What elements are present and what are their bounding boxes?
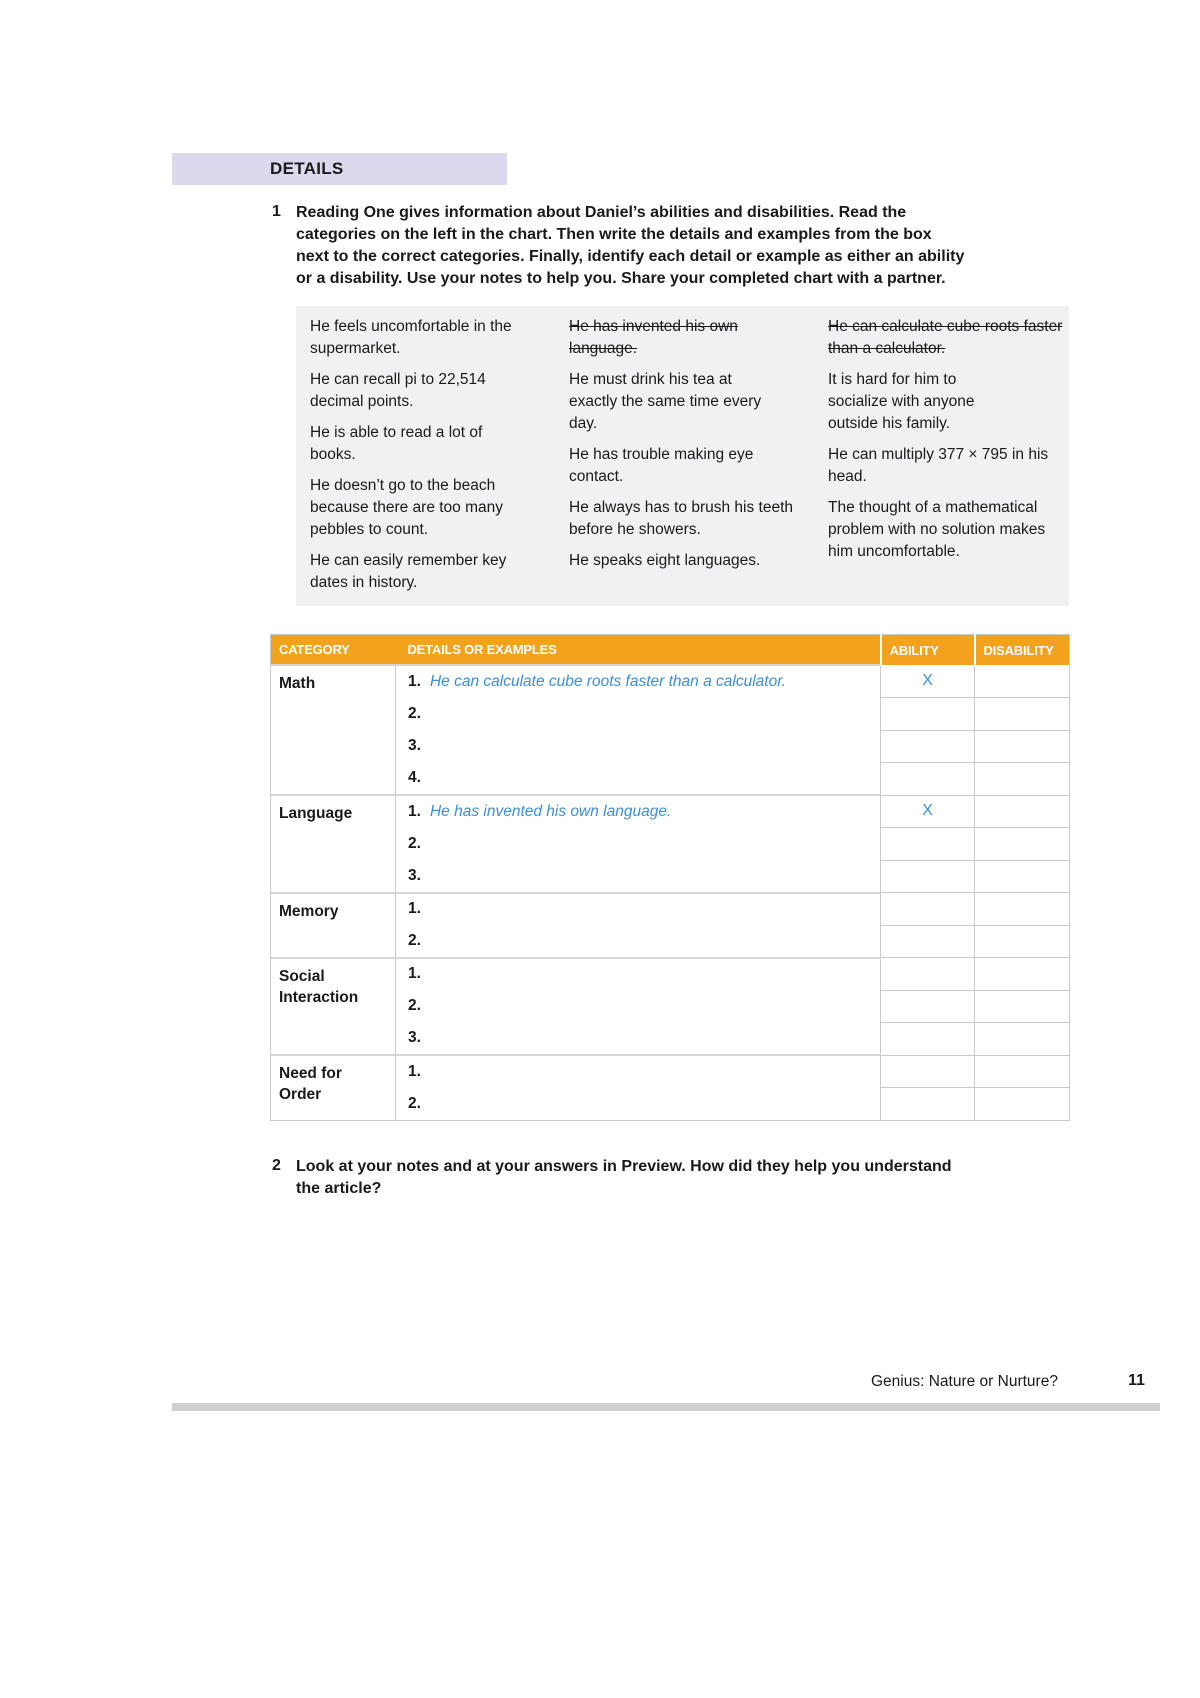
row-number: 3. [407, 737, 421, 755]
disability-cell[interactable] [975, 828, 1070, 861]
ability-cell[interactable] [881, 763, 975, 796]
category-social-interaction [271, 958, 396, 1056]
box-item: He doesn’t go to the beach because there are too many pebbles to count. [310, 477, 504, 538]
detail-cell[interactable] [395, 730, 880, 763]
disability-cell[interactable] [975, 795, 1070, 828]
question-1-line: or a disability. Use your notes to help you. Share your completed chart with a partner. [296, 270, 946, 287]
disability-cell[interactable] [975, 990, 1070, 1023]
row-number: 3. [407, 1029, 421, 1047]
box-item: He must drink his tea at exactly the same time every day. [569, 371, 762, 432]
category-language: Language [271, 795, 396, 893]
ability-cell[interactable] [881, 893, 975, 926]
row-number: 1. [407, 900, 421, 918]
row-number: 2. [407, 931, 421, 949]
detail-cell[interactable] [395, 990, 880, 1023]
section-title: DETAILS [270, 159, 344, 178]
category-chart [270, 634, 1070, 1121]
word-box-column-2 [569, 316, 809, 581]
header-details: DETAILS OR EXAMPLES [395, 635, 880, 666]
table-row [271, 958, 1070, 991]
detail-cell[interactable] [395, 665, 880, 698]
ability-cell[interactable] [881, 958, 975, 991]
box-item: He can multiply 377 × 795 in his head. [828, 446, 1049, 485]
box-item: He can recall pi to 22,514 decimal points. [310, 371, 486, 410]
question-2-number: 2 [272, 1157, 281, 1174]
category-need-for-order [271, 1055, 396, 1120]
row-number: 3. [407, 866, 421, 884]
disability-cell[interactable] [975, 763, 1070, 796]
detail-cell[interactable] [395, 1023, 880, 1056]
question-2-text [296, 1156, 952, 1200]
footer-rule [172, 1403, 1160, 1411]
page-number: 11 [1128, 1372, 1145, 1389]
detail-cell[interactable] [395, 795, 880, 828]
footer-chapter-title: Genius: Nature or Nurture? [871, 1373, 1058, 1390]
box-item-used: He has invented his own language. [569, 318, 738, 357]
box-item-used: He can calculate cube roots faster than a calculator. [828, 318, 1063, 357]
disability-cell[interactable] [975, 893, 1070, 926]
header-category: CATEGORY [271, 635, 396, 666]
ability-cell[interactable] [881, 1055, 975, 1088]
word-box-column-3 [828, 316, 1068, 572]
ability-cell[interactable] [881, 1088, 975, 1121]
table-row [271, 665, 1070, 698]
detail-cell[interactable] [395, 860, 880, 893]
question-1-line: next to the correct categories. Finally, identify each detail or example as either an ability [296, 248, 965, 265]
box-item: He always has to brush his teeth before he showers. [569, 499, 794, 538]
disability-cell[interactable] [975, 1055, 1070, 1088]
box-item: He is able to read a lot of books. [310, 424, 483, 463]
ability-cell[interactable] [881, 925, 975, 958]
detail-cell[interactable] [395, 893, 880, 926]
category-math: Math [271, 665, 396, 795]
header-ability: ABILITY [881, 635, 975, 666]
question-1-line: categories on the left in the chart. Then write the details and examples from the box [296, 226, 932, 243]
ability-mark: X [922, 802, 933, 820]
row-number: 2. [407, 704, 421, 722]
disability-cell[interactable] [975, 860, 1070, 893]
ability-cell[interactable] [881, 730, 975, 763]
disability-cell[interactable] [975, 665, 1070, 698]
box-item: He has trouble making eye contact. [569, 446, 754, 485]
disability-cell[interactable] [975, 925, 1070, 958]
ability-cell[interactable] [881, 828, 975, 861]
category-social-label: Social Interaction [279, 967, 359, 1006]
row-number: 1. [407, 802, 421, 820]
disability-cell[interactable] [975, 1088, 1070, 1121]
detail-cell[interactable] [395, 1088, 880, 1121]
row-number: 1. [407, 1062, 421, 1080]
header-disability: DISABILITY [975, 635, 1070, 666]
disability-cell[interactable] [975, 730, 1070, 763]
detail-cell[interactable] [395, 925, 880, 958]
ability-cell[interactable] [881, 795, 975, 828]
box-item: It is hard for him to socialize with anyone outside his family. [828, 371, 975, 432]
word-box-column-1 [310, 316, 550, 603]
disability-cell[interactable] [975, 1023, 1070, 1056]
word-box [296, 306, 1069, 606]
detail-cell[interactable] [395, 828, 880, 861]
ability-cell[interactable] [881, 698, 975, 731]
row-number: 1. [407, 965, 421, 983]
row-number: 2. [407, 1094, 421, 1112]
sample-answer: He has invented his own language. [429, 802, 672, 820]
question-2-line: Look at your notes and at your answers in Preview. How did they help you understand [296, 1158, 952, 1175]
box-item: He can easily remember key dates in history. [310, 552, 507, 591]
table-row [271, 795, 1070, 828]
ability-mark: X [922, 672, 933, 689]
detail-cell[interactable] [395, 763, 880, 796]
ability-cell[interactable] [881, 665, 975, 698]
detail-cell[interactable] [395, 958, 880, 991]
category-memory: Memory [271, 893, 396, 958]
table-row [271, 893, 1070, 926]
table-row [271, 1055, 1070, 1088]
question-1-text [296, 202, 964, 290]
ability-cell[interactable] [881, 1023, 975, 1056]
row-number: 2. [407, 834, 421, 852]
box-item: He feels uncomfortable in the supermarket. [310, 318, 512, 357]
ability-cell[interactable] [881, 990, 975, 1023]
question-1-number: 1 [272, 203, 281, 220]
chart-header-row [271, 635, 1070, 666]
sample-answer: He can calculate cube roots faster than a calculator. [429, 672, 787, 690]
row-number: 4. [407, 769, 421, 787]
question-1-line: Reading One gives information about Daniel’s abilities and disabilities. Read the [296, 204, 907, 221]
detail-cell[interactable] [395, 698, 880, 731]
disability-cell[interactable] [975, 698, 1070, 731]
ability-cell[interactable] [881, 860, 975, 893]
detail-cell[interactable] [395, 1055, 880, 1088]
question-2-line: the article? [296, 1180, 382, 1197]
box-item: He speaks eight languages. [569, 552, 761, 569]
disability-cell[interactable] [975, 958, 1070, 991]
category-order-label: Need for Order [279, 1065, 342, 1103]
row-number: 1. [407, 672, 421, 690]
box-item: The thought of a mathematical problem with no solution makes him uncomfortable. [828, 499, 1046, 560]
row-number: 2. [407, 997, 421, 1015]
